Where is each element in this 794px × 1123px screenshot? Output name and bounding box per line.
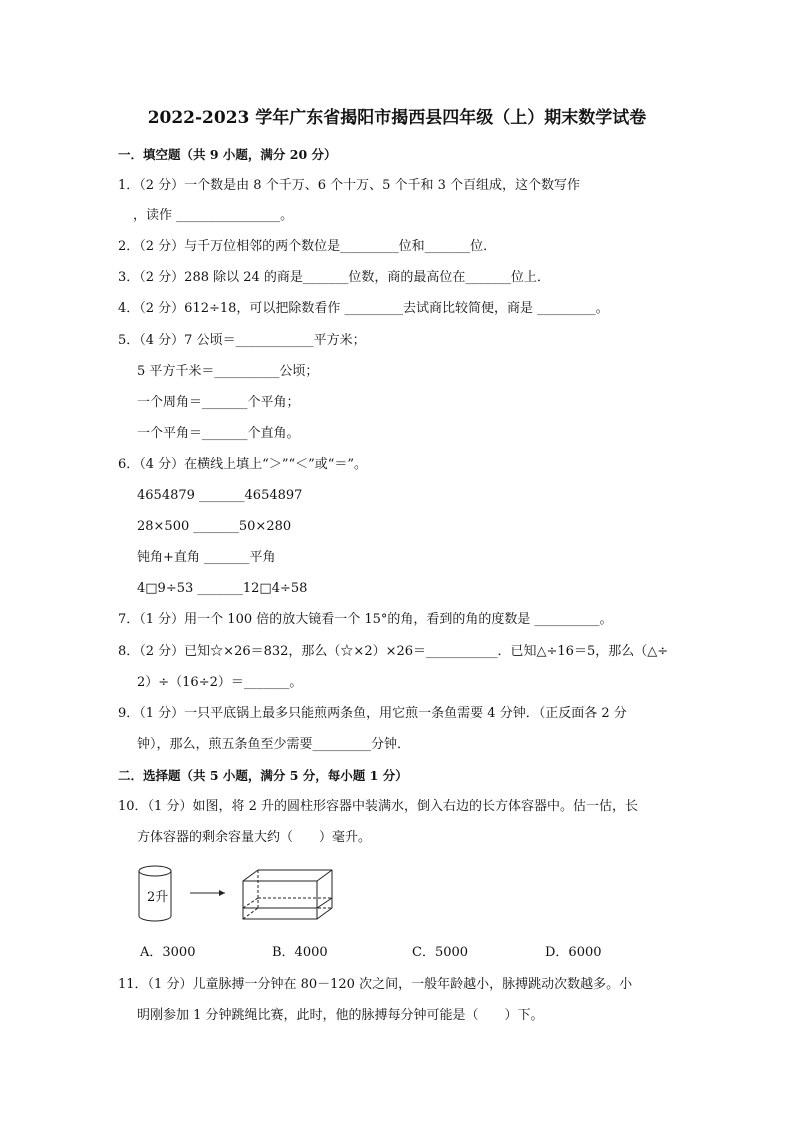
question-1-line-1: 1．（2 分）一个数是由 8 个千万、6 个十万、5 个千和 3 个百组成，这个数写作 xyxy=(118,178,581,193)
question-6-item-4: 4□9÷53 _______12□4÷58 xyxy=(137,581,308,596)
option-d: D．6000 xyxy=(545,945,602,960)
question-5-line-1: 5．（4 分）7 公顷＝____________平方米； xyxy=(118,333,366,348)
question-1-line-2: ，读作 ________________。 xyxy=(133,208,294,223)
question-6: 6．（4 分）在横线上填上“＞”“＜”或“＝”。 xyxy=(118,457,368,472)
question-6-item-1: 4654879 _______4654897 xyxy=(137,488,303,503)
question-4: 4．（2 分）612÷18，可以把除数看作 _________去试商比较简便，商是 _________。 xyxy=(118,301,609,316)
question-2: 2．（2 分）与千万位相邻的两个数位是_________位和_______位． xyxy=(118,239,497,254)
question-7: 7．（1 分）用一个 100 倍的放大镜看一个 15°的角，看到的角的度数是 __________。 xyxy=(118,612,613,627)
option-a: A．3000 xyxy=(140,945,196,960)
question-8-line-1: 8．（2 分）已知☆×26＝832，那么（☆×2）×26＝___________．已知△÷16＝5，那么（△÷ xyxy=(118,644,669,659)
cylinder-label: 2升 xyxy=(147,890,169,905)
question-9-line-1: 9．（1 分）一只平底锅上最多只能煎两条鱼，用它煎一条鱼需要 4 分钟．（正反面各 2 分 xyxy=(118,706,627,721)
question-11-line-2: 明刚参加 1 分钟跳绳比赛，此时，他的脉搏每分钟可能是（ ）下。 xyxy=(137,1008,544,1023)
container-figure xyxy=(130,860,370,930)
question-11-line-1: 11．（1 分）儿童脉搏一分钟在 80－120 次之间，一般年龄越小，脉搏跳动次数越多。小 xyxy=(118,977,633,992)
question-10-line-1: 10．（1 分）如图，将 2 升的圆柱形容器中装满水，倒入右边的长方体容器中。估一估，长 xyxy=(118,799,638,814)
question-8-line-2: 2）÷（16÷2）＝_______。 xyxy=(137,675,303,690)
question-5-line-2: 5 平方千米＝__________公顷； xyxy=(137,364,319,379)
question-10-line-2: 方体容器的剩余容量大约（ ）毫升。 xyxy=(137,830,372,845)
question-6-item-2: 28×500 _______50×280 xyxy=(137,519,292,534)
page-title: 2022-2023 学年广东省揭阳市揭西县四年级（上）期末数学试卷 xyxy=(147,108,647,128)
option-b: B．4000 xyxy=(272,945,328,960)
question-5-line-3: 一个周角＝_______个平角； xyxy=(137,395,300,410)
question-3: 3．（2 分）288 除以 24 的商是_______位数，商的最高位在_______位上． xyxy=(118,270,550,285)
option-c: C．5000 xyxy=(412,945,469,960)
cuboid-container xyxy=(243,870,332,919)
section-heading-choice: 二．选择题（共 5 小题，满分 5 分，每小题 1 分） xyxy=(118,768,408,783)
question-5-line-4: 一个平角＝_______个直角。 xyxy=(137,426,300,441)
section-heading-fill-in: 一．填空题（共 9 小题，满分 20 分） xyxy=(118,147,337,162)
question-6-item-3: 钝角+直角 _______平角 xyxy=(137,550,276,565)
arrow-icon xyxy=(190,890,225,896)
question-9-line-2: 钟），那么，煎五条鱼至少需要_________分钟． xyxy=(137,737,411,752)
